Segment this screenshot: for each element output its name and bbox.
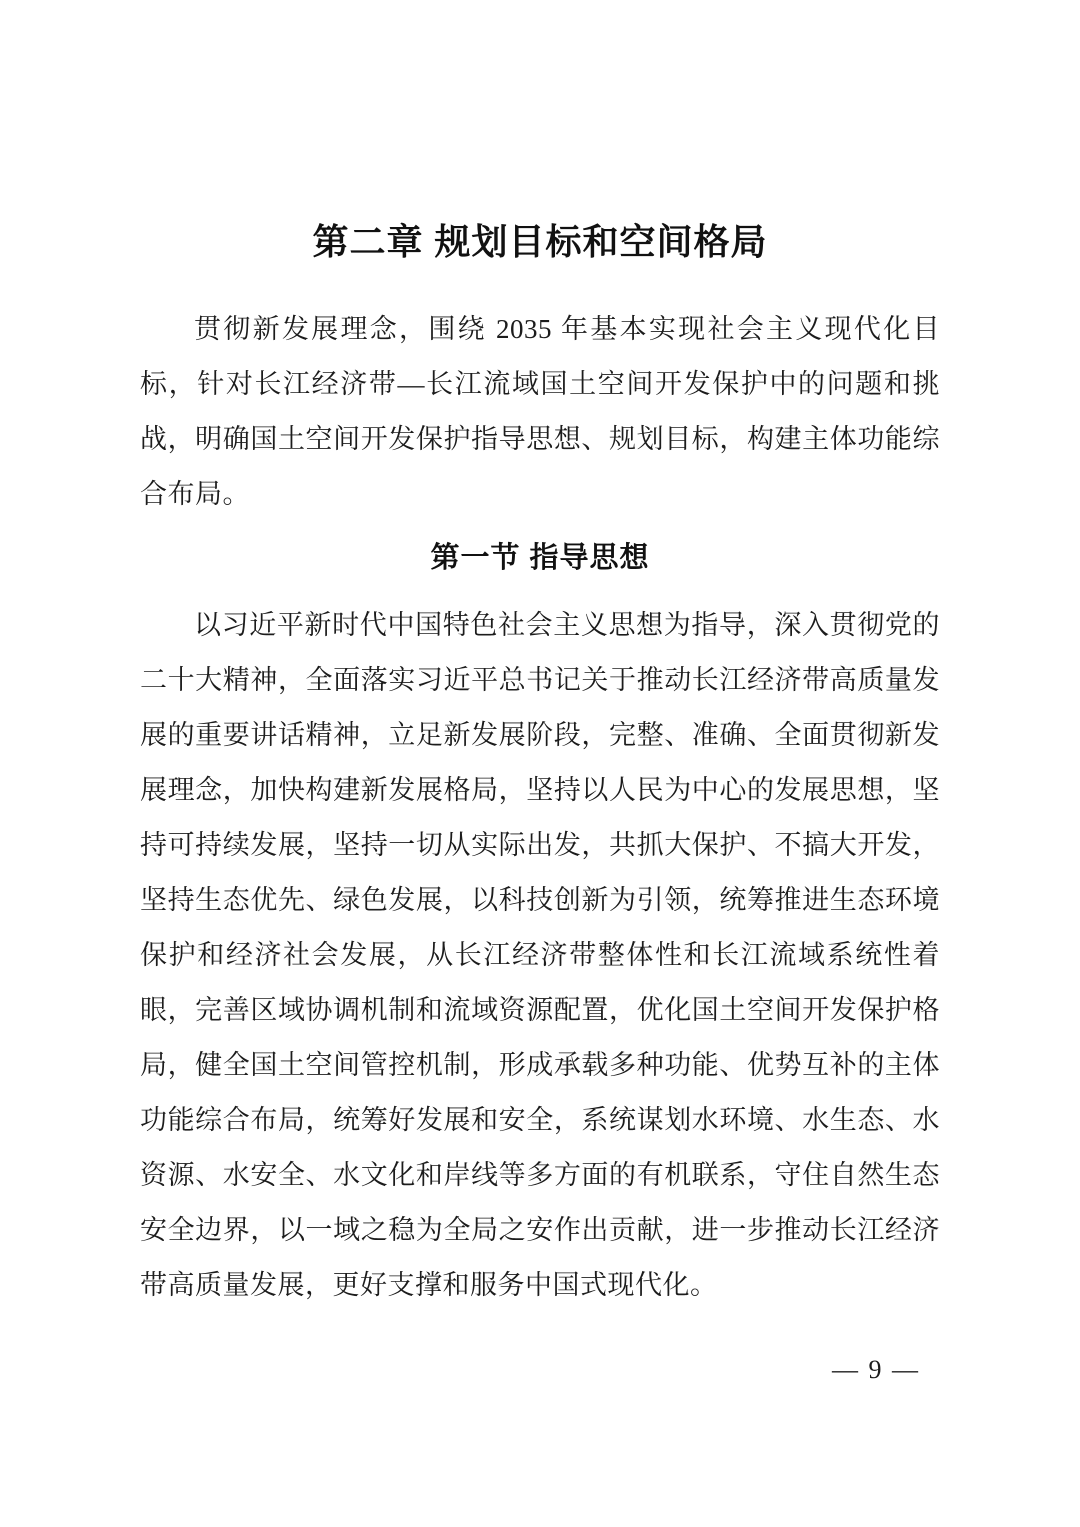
section-title: 第一节 指导思想 bbox=[430, 542, 650, 574]
paragraph-overview: 贯彻新发展理念，围绕 2035 年基本实现社会主义现代化目标，针对长江经济带—长江流域国土空间开发保护中的问题和挑战，明确国土空间开发保护指导思想、规划目标，构建主体功能综合布局。 bbox=[140, 314, 940, 509]
paragraph-guiding-ideology: 以习近平新时代中国特色社会主义思想为指导，深入贯彻党的二十大精神，全面落实习近平总书记关于推动长江经济带高质量发展的重要讲话精神，立足新发展阶段，完整、准确、全面贯彻新发展理念，加快构建新发展格局，坚持以人民为中心的发展思想，坚持可持续发展，坚持一切从实际出发，共抓大保护、不搞大开发，坚持生态优先、绿色发展，以科技创新为引领，统筹推进生态环境保护和经济社会发展，从长江经济带整体性和长江流域系统性着眼，完善区域协调机制和流域资源配置，优化国土空间开发保护格局，健全国土空间管控机制，形成承载多种功能、优势互补的主体功能综合布局，统筹好发展和安全，系统谋划水环境、水生态、水资源、水安全、水文化和岸线等多方面的有机联系，守住自然生态安全边界，以一域之稳为全局之安作出贡献，进一步推动长江经济带高质量发展，更好支撑和服务中国式现代化。 bbox=[140, 610, 940, 1300]
page-number: — 9 — bbox=[832, 1355, 920, 1384]
chapter-title: 第二章 规划目标和空间格局 bbox=[312, 221, 768, 262]
